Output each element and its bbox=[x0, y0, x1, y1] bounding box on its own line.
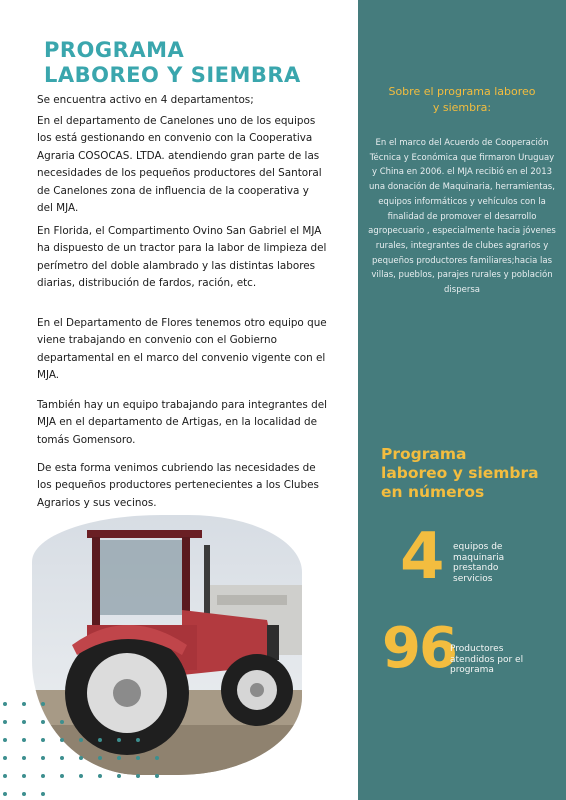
stat-producers-value: 96 bbox=[382, 616, 456, 681]
paragraph-canelones: En el departamento de Canelones uno de los equipos los está gestionando en convenio con la Cooperativa Agraria COSOCAS. LTDA. atendiendo gran parte de las necesidades de los pequeños productores del Santoral de Canelones zona de influencia de la cooperativa y del MJA. bbox=[37, 115, 322, 215]
paragraph-conclusion: De esta forma venimos cubriendo las necesidades de los pequeños productores pertenecientes a los Clubes Agrarios y sus vecinos. bbox=[37, 462, 319, 509]
stat-producers-label-line-2: atendidos por el bbox=[450, 654, 524, 665]
page-title bbox=[44, 38, 301, 88]
stat-equipment-label-line-4: servicios bbox=[453, 573, 493, 584]
stat-equipment-label-line-2: maquinaria bbox=[453, 552, 505, 563]
stats-title-line-3: en números bbox=[381, 483, 485, 501]
sidebar-heading-line-2: y siembra: bbox=[432, 101, 492, 114]
stat-equipment-label bbox=[453, 542, 504, 584]
dot-grid-pattern bbox=[0, 698, 180, 798]
paragraph-artigas: También hay un equipo trabajando para integrantes del MJA en el departamento de Artigas, en la localidad de tomás Gomensoro. bbox=[37, 399, 327, 446]
stat-producers-label bbox=[450, 644, 523, 676]
stat-producers-label-line-1: Productores bbox=[450, 644, 504, 654]
paragraph-florida: En Florida, el Compartimento Ovino San Gabriel el MJA ha dispuesto de un tractor para la labor de limpieza del perímetro del doble alambrado y las distintas labores diarias, distribución de fardos, ración, etc. bbox=[37, 225, 327, 290]
stat-equipment-label-line-1: equipos de bbox=[453, 542, 503, 552]
stats-title bbox=[381, 445, 539, 502]
sidebar-heading bbox=[358, 84, 566, 116]
stats-title-line-2: laboreo y siembra bbox=[381, 464, 539, 482]
stat-producers-label-line-3: programa bbox=[450, 665, 494, 675]
sidebar-description: En el marco del Acuerdo de Cooperación Técnica y Económica que firmaron Uruguay y China en 2006. el MJA recibió en el 2013 una donación de Maquinaria, herramientas, equipos informáticos y vehículos con la finalidad de promover el desarrollo agropecuario , especialmente hacia jóvenes rurales, integrantes de clubes agrarios y pequeños productores familiares;hacia las villas, pueblos, parajes rurales y población dispersa bbox=[368, 138, 556, 296]
sidebar-heading-line-1: Sobre el programa laboreo bbox=[388, 85, 536, 98]
title-line-2: LABOREO Y SIEMBRA bbox=[44, 63, 301, 87]
title-line-1: PROGRAMA bbox=[44, 38, 185, 62]
paragraph-flores: En el Departamento de Flores tenemos otro equipo que viene trabajando en convenio con el Gobierno departamental en el marco del convenio vigente con el MJA. bbox=[37, 317, 327, 382]
stat-equipment-value: 4 bbox=[400, 520, 445, 594]
info-sidebar bbox=[358, 0, 566, 800]
stat-equipment-label-line-3: prestando bbox=[453, 563, 499, 573]
stats-title-line-1: Programa bbox=[381, 445, 467, 463]
paragraph-departments: Se encuentra activo en 4 departamentos; bbox=[37, 94, 254, 106]
